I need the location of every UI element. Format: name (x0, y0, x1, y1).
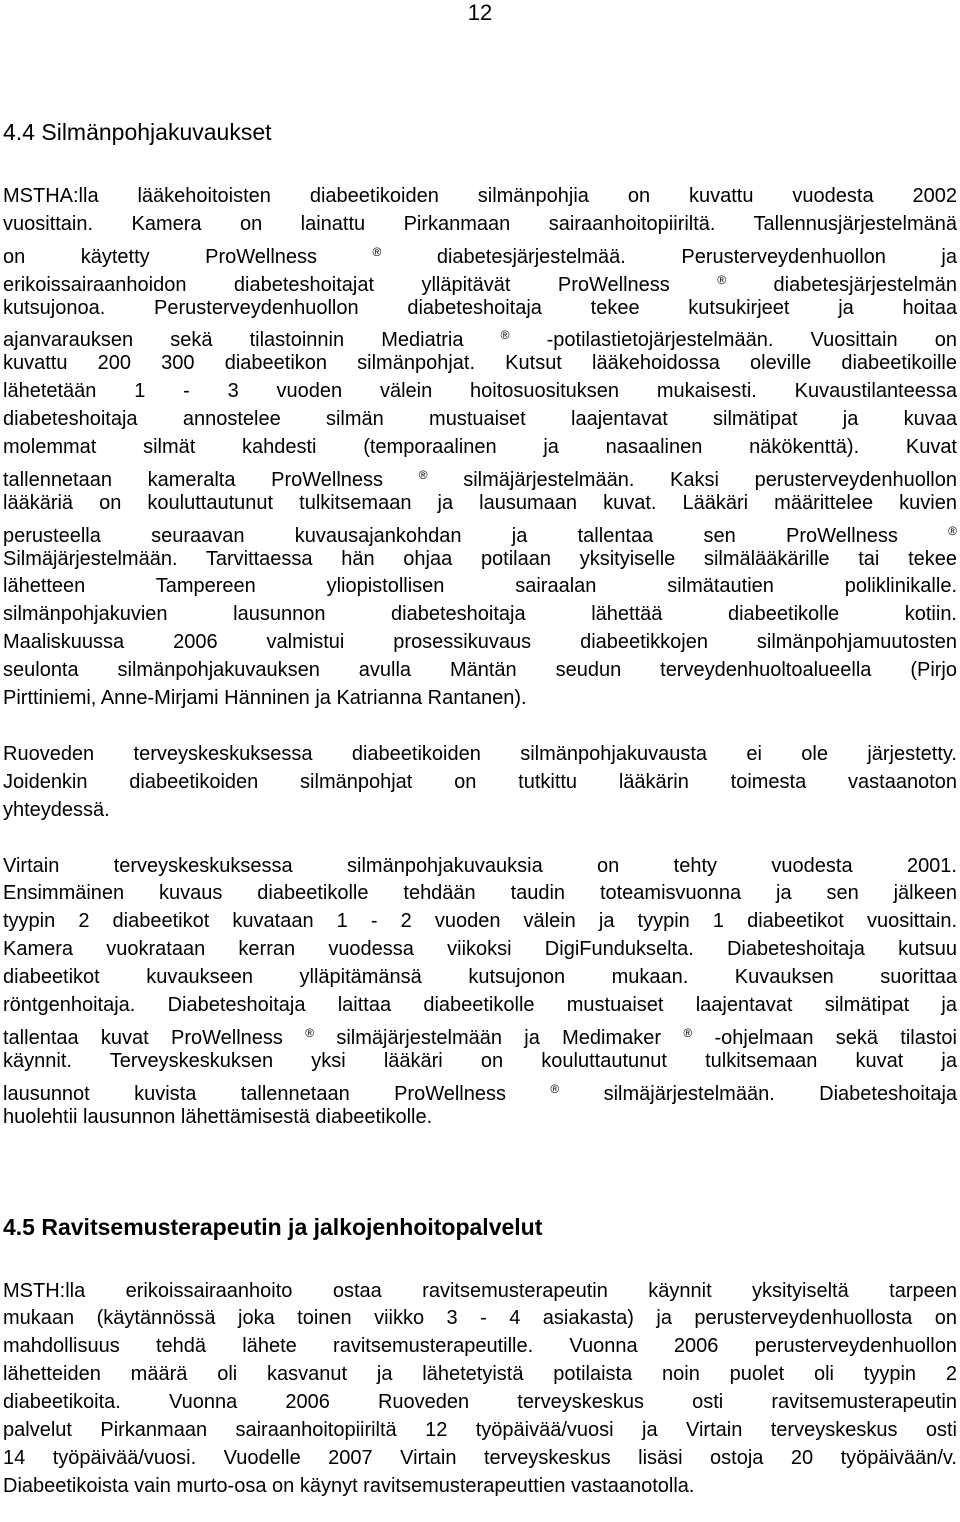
text-line: vuosittain. Kamera on lainattu Pirkanmaan sairaanhoitopiiriltä. Tallennusjärjestelmänä (3, 212, 957, 235)
text-line: mahdollisuus tehdä lähete ravitsemusterapeutille. Vuonna 2006 perusterveydenhuollon (3, 1335, 957, 1358)
text-line: 14 työpäivää/vuosi. Vuodelle 2007 Virtain terveyskeskus lisäsi ostoja 20 työpäivään/v. (3, 1446, 957, 1469)
text-line: Joidenkin diabeetikoiden silmänpohjat on tutkittu lääkärin toimesta vastaanoton (3, 770, 957, 793)
text-line: tyypin 2 diabeetikot kuvataan 1 - 2 vuoden välein ja tyypin 1 diabeetikot vuosittain. (3, 910, 957, 933)
text-line: perusteella seuraavan kuvausajankohdan ja tallentaa sen ProWellness ® (3, 523, 957, 547)
text-line: MSTHA:lla lääkehoitoisten diabeetikoiden silmänpohjia on kuvattu vuodesta 2002 (3, 185, 957, 207)
text-line: tallentaa kuvat ProWellness ® silmäjärjestelmään ja Medimaker ® -ohjelmaan sekä tilastoi (3, 1025, 958, 1049)
text-line: palvelut Pirkanmaan sairaanhoitopiiriltä 12 työpäivää/vuosi ja Virtain terveyskeskus osti (3, 1418, 957, 1441)
text-line: huolehtii lausunnon lähettämisestä diabeetikolle. (3, 1105, 433, 1128)
text-line: Silmäjärjestelmään. Tarvittaessa hän ohjaa potilaan yksityiselle silmälääkärille tai tekee (3, 547, 957, 570)
text-line: lähetetään 1 - 3 vuoden välein hoitosuosituksen mukaisesti. Kuvaustilanteessa (3, 380, 957, 403)
registered-mark: ® (717, 272, 727, 287)
paragraph-silmanpohja-msth (3, 183, 957, 713)
text-line: kuvattu 200 300 diabeetikon silmänpohjat. Kutsut lääkehoidossa oleville diabeetikoille (3, 352, 957, 375)
text-line: lähetteen Tampereen yliopistollisen sairaalan silmätautien poliklinikalle. (3, 575, 957, 598)
text-line: on käytetty ProWellness ® diabetesjärjestelmää. Perusterveydenhuollon ja (3, 244, 957, 268)
text-line: silmänpohjakuvien lausunnon diabeteshoitaja lähettää diabeetikolle kotiin. (3, 603, 957, 626)
text-line: molemmat silmät kahdesti (temporaalinen ja nasaalinen näkökenttä). Kuvat (3, 436, 957, 459)
text-line: lausunnot kuvista tallennetaan ProWellness ® silmäjärjestelmään. Diabeteshoitaja (3, 1081, 958, 1105)
text-line: Pirttiniemi, Anne-Mirjami Hänninen ja Katrianna Rantanen). (3, 687, 527, 710)
paragraph-ravitsemus (3, 1278, 957, 1501)
text-line: MSTH:lla erikoissairaanhoito ostaa ravitsemusterapeutin käynnit yksityiseltä tarpeen (3, 1279, 957, 1302)
document-body (3, 117, 957, 1501)
text-line: diabeetikoita. Vuonna 2006 Ruoveden terveyskeskus osti ravitsemusterapeutin (3, 1391, 957, 1414)
registered-mark: ® (305, 1025, 315, 1040)
text-line: Diabeetikoista vain murto-osa on käynyt ravitsemusterapeuttien vastaanotolla. (3, 1474, 695, 1497)
text-line: Ensimmäinen kuvaus diabeetikolle tehdään taudin toteamisvuonna ja sen jälkeen (3, 882, 957, 905)
text-line: mukaan (käytännössä joka toinen viikko 3 - 4 asiakasta) ja perusterveydenhuollosta on (3, 1307, 957, 1330)
section-title-4-4: 4.4 Silmänpohjakuvaukset (3, 119, 272, 145)
text-line: Maaliskuussa 2006 valmistui prosessikuvaus diabeetikkojen silmänpohjamuutosten (3, 631, 957, 654)
text-line: diabeetikot kuvaukseen ylläpitämänsä kutsujonon mukaan. Kuvauksen suorittaa (3, 966, 957, 989)
text-line: tallennetaan kameralta ProWellness ® silmäjärjestelmään. Kaksi perusterveydenhuollon (3, 467, 957, 491)
text-line: käynnit. Terveyskeskuksen yksi lääkäri on kouluttautunut tulkitsemaan kuvat ja (3, 1049, 957, 1072)
text-line: Virtain terveyskeskuksessa silmänpohjakuvauksia on tehty vuodesta 2001. (3, 854, 957, 877)
paragraph-virrat (3, 853, 957, 1132)
text-line: lääkäriä on kouluttautunut tulkitsemaan ja lausumaan kuvat. Lääkäri määrittelee kuvien (3, 491, 957, 514)
paragraph-ruovesi (3, 741, 957, 825)
registered-mark: ® (683, 1025, 693, 1040)
registered-mark: ® (500, 328, 510, 343)
registered-mark: ® (372, 244, 382, 259)
text-line: Ruoveden terveyskeskuksessa diabeetikoiden silmänpohjakuvausta ei ole järjestetty. (3, 742, 957, 765)
text-line: lähetteiden määrä oli kasvanut ja lähetetyistä potilaista noin puolet oli tyypin 2 (3, 1363, 957, 1386)
section-title-4-5: 4.5 Ravitsemusterapeutin ja jalkojenhoitopalvelut (3, 1213, 543, 1240)
text-line: yhteydessä. (3, 798, 110, 821)
text-line: ajanvarauksen sekä tilastoinnin Mediatria ® -potilastietojärjestelmään. Vuosittain on (3, 328, 957, 352)
text-line: erikoissairaanhoidon diabeteshoitajat ylläpitävät ProWellness ® diabetesjärjestelmän (3, 272, 957, 296)
text-line: röntgenhoitaja. Diabeteshoitaja laittaa diabeetikolle mustuaiset laajentavat silmätipat ja (3, 994, 957, 1017)
text-line: seulonta silmänpohjakuvauksen avulla Mäntän seudun terveydenhuoltoalueella (Pirjo (3, 659, 957, 682)
registered-mark: ® (948, 523, 957, 538)
text-line: Kamera vuokrataan kerran vuodessa viikoksi DigiFundukselta. Diabeteshoitaja kutsuu (3, 938, 957, 961)
text-line: diabeteshoitaja annostelee silmän mustuaiset laajentavat silmätipat ja kuvaa (3, 408, 957, 431)
page-number: 12 (467, 0, 493, 25)
registered-mark: ® (418, 467, 428, 482)
text-line: kutsujonoa. Perusterveydenhuollon diabeteshoitaja tekee kutsukirjeet ja hoitaa (3, 296, 957, 319)
registered-mark: ® (550, 1081, 560, 1096)
